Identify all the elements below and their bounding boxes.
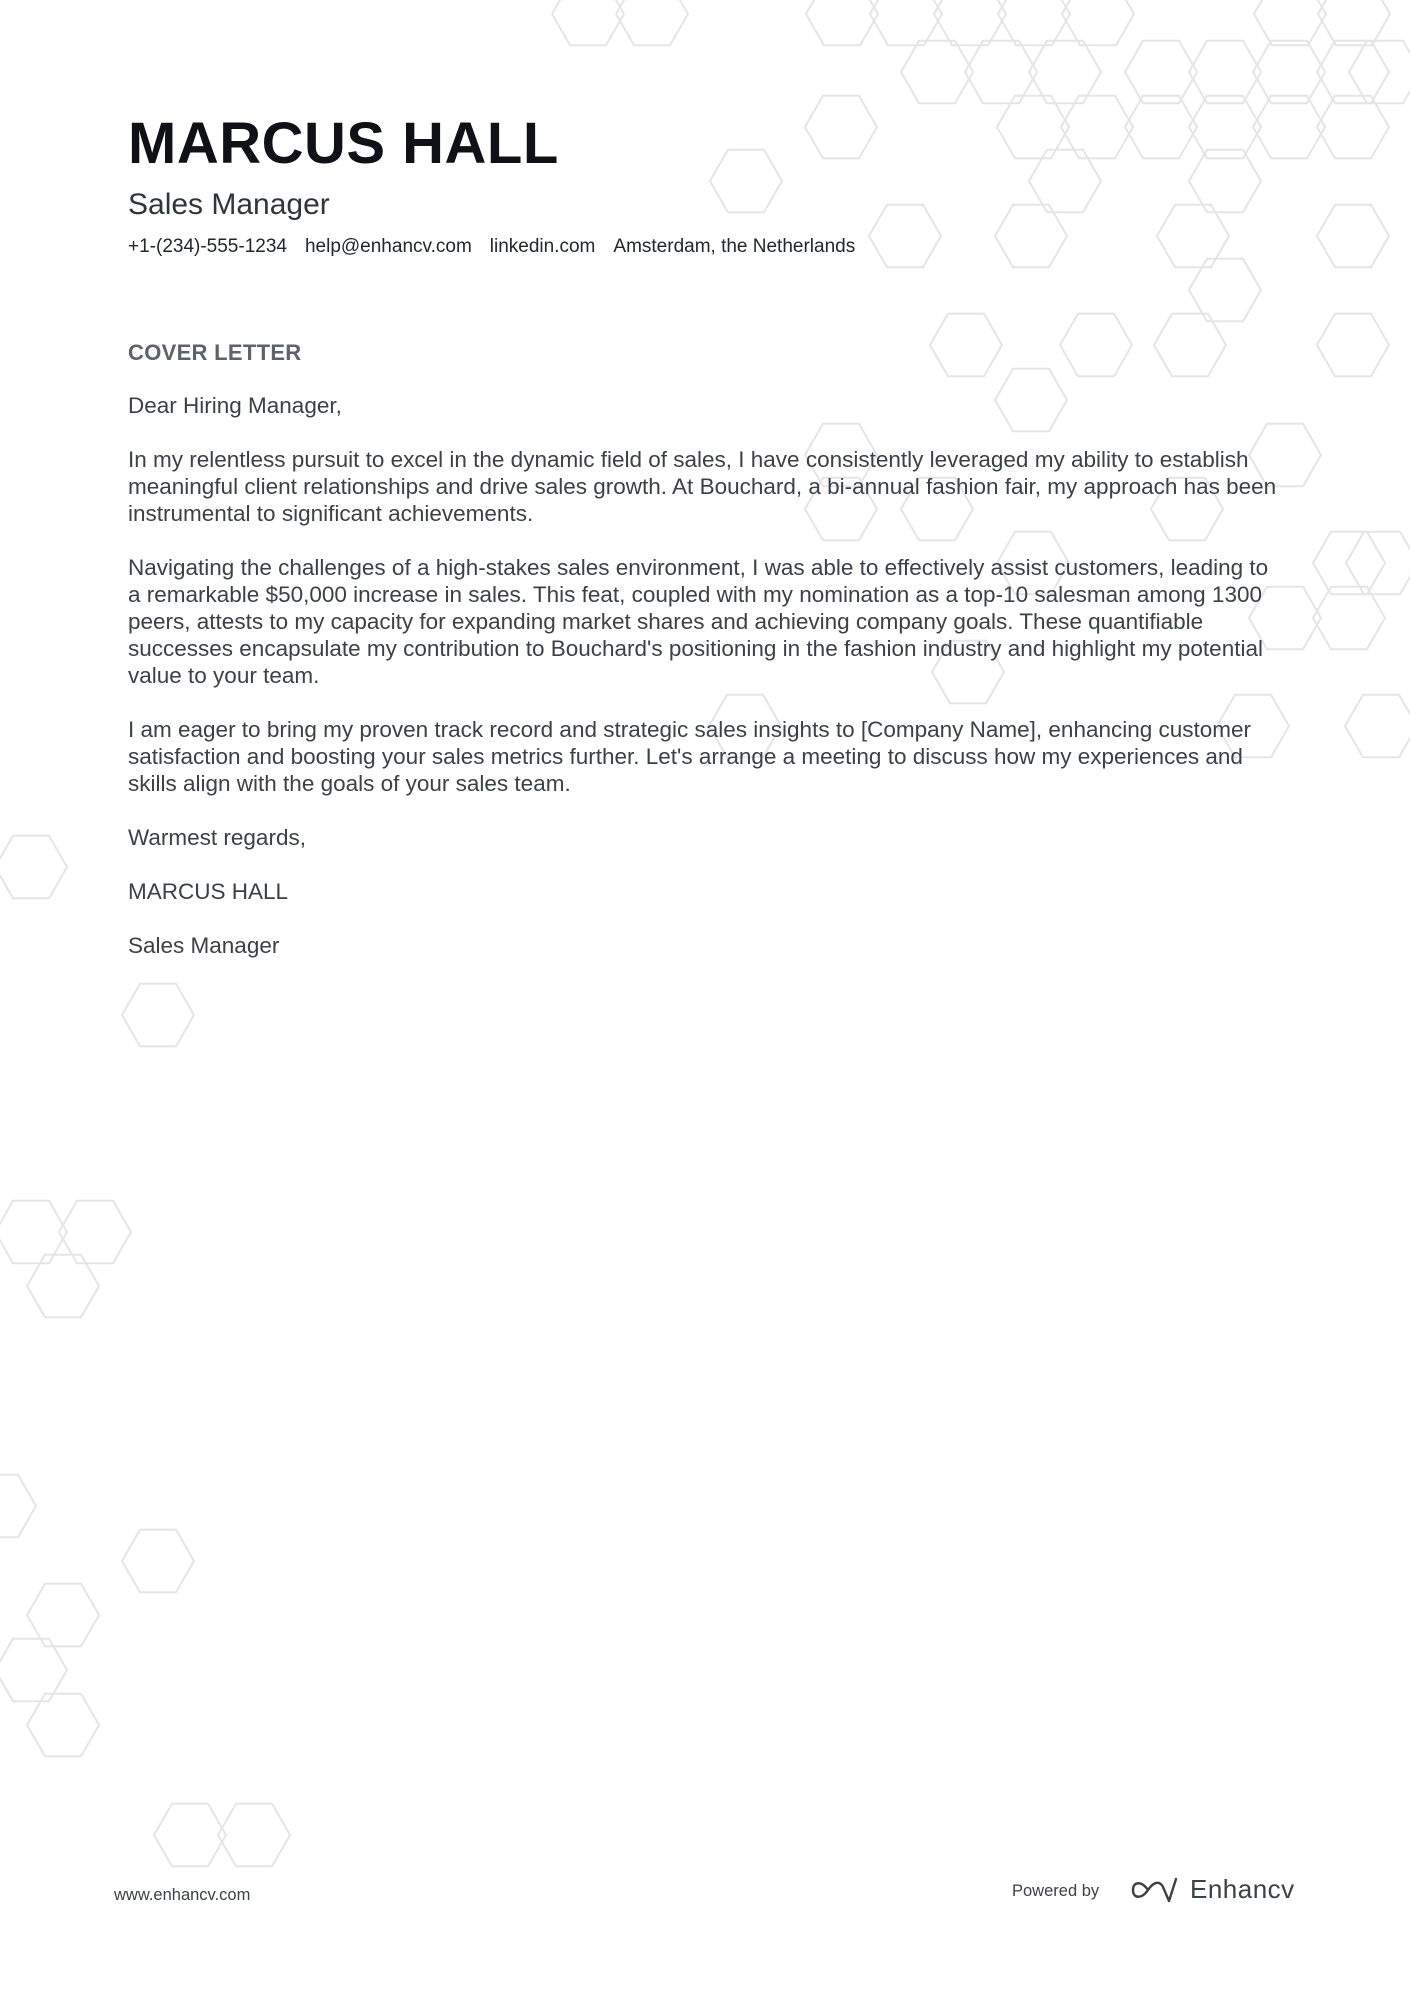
hexagon-shape <box>965 41 1037 103</box>
section-heading: COVER LETTER <box>128 340 302 365</box>
signature-title: Sales Manager <box>128 933 280 958</box>
hexagon-shape <box>1317 41 1389 103</box>
hexagon-shape <box>1317 96 1389 158</box>
hexagon-shape <box>27 1694 99 1756</box>
brand-name: Enhancv <box>1190 1874 1295 1904</box>
brand-logo <box>1130 1874 1295 1905</box>
hexagon-shape <box>998 0 1070 45</box>
contact-email: help@enhancv.com <box>304 236 472 257</box>
hexagon-shape <box>0 836 67 898</box>
hexagon-shape <box>218 1804 290 1866</box>
enhancv-logo-icon <box>1130 1875 1178 1905</box>
hexagon-shape <box>1317 205 1389 267</box>
signature-name: MARCUS HALL <box>128 879 289 904</box>
contact-phone: +1-(234)-555-1234 <box>128 236 287 257</box>
footer-website: www.enhancv.com <box>114 1886 251 1904</box>
hexagon-shape <box>27 1584 99 1646</box>
applicant-title: Sales Manager <box>128 188 330 221</box>
hexagon-shape <box>1253 41 1325 103</box>
hexagon-shape <box>1346 532 1410 594</box>
hexagon-shape <box>901 41 973 103</box>
letter-paragraph: In my relentless pursuit to excel in the dynamic field of sales, I have consistently leveraged my ability to establish meaningful client relationships and drive sales growth. At Bouchard, a bi-annual fashion fair, my approach has been instrumental to significant achievements. <box>128 447 1277 526</box>
hexagon-shape <box>1345 695 1410 757</box>
letter-paragraph: Navigating the challenges of a high-stakes sales environment, I was able to effectively assist customers, leading to a remarkable $50,000 increase in sales. This feat, coupled with my nomination as a top-10 salesman among 1300 peers, attests to my capacity for expanding market shares and achieving company goals. These quantifiable successes encapsulate my contribution to Bouchard's positioning in the fashion industry and highlight my potential value to your team. <box>128 555 1269 688</box>
hexagon-shape <box>1313 532 1385 594</box>
contact-location: Amsterdam, the Netherlands <box>613 236 856 257</box>
hexagon-shape <box>1189 41 1261 103</box>
hexagon-shape <box>0 1475 36 1537</box>
hexagon-shape <box>552 0 624 45</box>
powered-by-label: Powered by <box>1012 1882 1100 1900</box>
salutation: Dear Hiring Manager, <box>128 393 342 418</box>
hexagon-shape <box>1029 41 1101 103</box>
hexagon-shape <box>934 0 1006 45</box>
cover-letter-content <box>128 112 1278 986</box>
letter-paragraph: I am eager to bring my proven track record and strategic sales insights to [Company Name], enhancing customer satisfaction and boosting your sales metrics further. Let's arrange a meeting to discuss how my experiences and skills align with the goals of your sales team. <box>128 717 1252 796</box>
hexagon-shape <box>1062 0 1134 45</box>
hexagon-shape <box>1318 0 1390 45</box>
contact-info <box>128 235 1278 259</box>
hexagon-shape <box>122 1530 194 1592</box>
hexagon-shape <box>870 0 942 45</box>
hexagon-shape <box>806 0 878 45</box>
hexagon-shape <box>154 1804 226 1866</box>
hexagon-shape <box>0 1639 67 1701</box>
hexagon-shape <box>1317 314 1389 376</box>
hexagon-shape <box>122 984 194 1046</box>
hexagon-shape <box>616 0 688 45</box>
applicant-name: MARCUS HALL <box>128 111 559 176</box>
closing: Warmest regards, <box>128 825 306 850</box>
contact-linkedin: linkedin.com <box>489 236 596 257</box>
hexagon-shape <box>1254 0 1326 45</box>
hexagon-shape <box>1349 41 1410 103</box>
letter-body <box>128 392 1278 959</box>
hexagon-shape <box>1313 587 1385 649</box>
hexagon-shape <box>1125 41 1197 103</box>
